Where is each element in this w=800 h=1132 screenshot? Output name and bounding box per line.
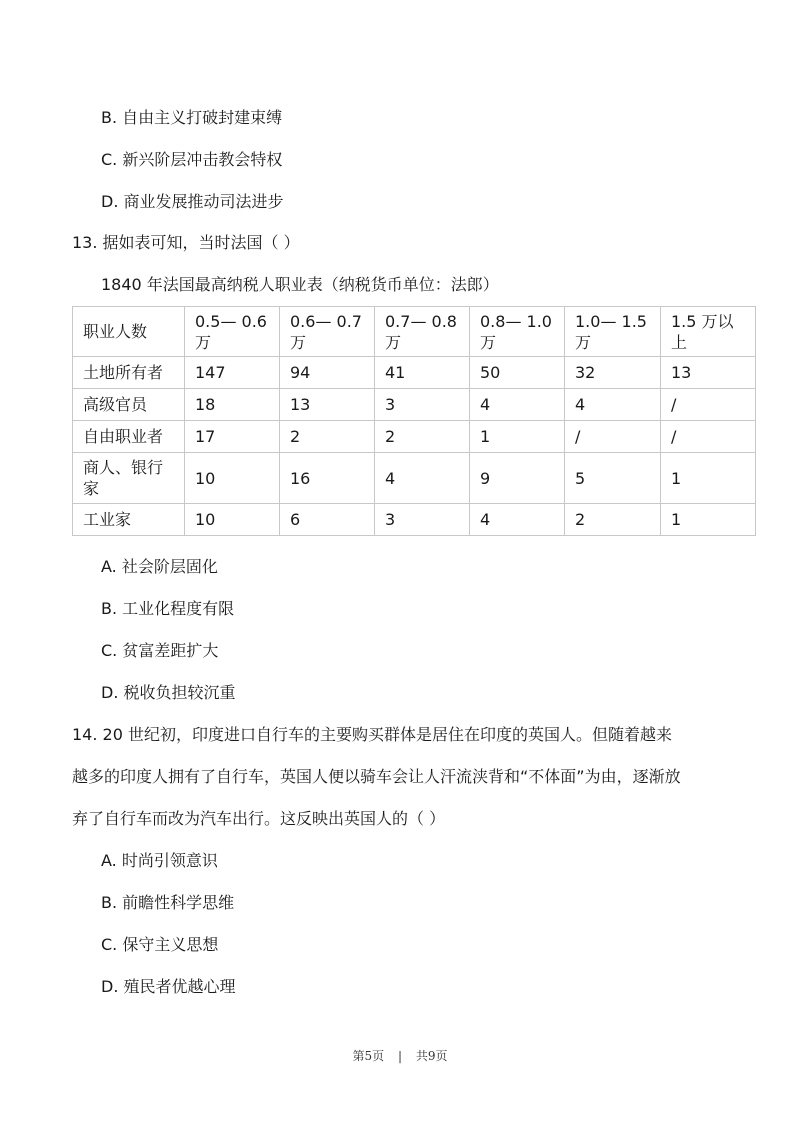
q13-option-a: A. 社会阶层固化 (101, 557, 218, 576)
table-cell: 商人、银行家 (73, 453, 185, 504)
table-header-cell: 0.5— 0.6 万 (185, 307, 280, 357)
table-row (73, 453, 756, 504)
taxpayer-occupation-table (72, 306, 756, 536)
q13-option-c: C. 贫富差距扩大 (101, 641, 219, 660)
table-header-cell: 0.6— 0.7 万 (280, 307, 375, 357)
q14-stem-line-1: 14. 20 世纪初，印度进口自行车的主要购买群体是居住在印度的英国人。但随着越来 (72, 725, 672, 744)
table-header-cell: 0.8— 1.0 万 (470, 307, 565, 357)
table-header-cell: 1.0— 1.5 万 (565, 307, 661, 357)
page-number: 第5页 (352, 1049, 385, 1063)
q12-option-c: C. 新兴阶层冲击教会特权 (101, 150, 283, 169)
table-cell: 工业家 (73, 504, 185, 536)
table-cell: 自由职业者 (73, 421, 185, 453)
table-cell: 147 (185, 357, 280, 389)
table-row (73, 357, 756, 389)
q13-stem: 13. 据如表可知，当时法国（ ） (72, 233, 300, 252)
table-header-row (73, 307, 756, 357)
table-row (73, 421, 756, 453)
table-cell: 13 (280, 389, 375, 421)
table-row (73, 504, 756, 536)
table-cell: 4 (470, 389, 565, 421)
table-cell: / (565, 421, 661, 453)
table-cell: 2 (375, 421, 470, 453)
q12-option-b: B. 自由主义打破封建束缚 (101, 108, 283, 127)
table-cell: 1 (470, 421, 565, 453)
table-cell: 3 (375, 504, 470, 536)
q13-table-caption: 1840 年法国最高纳税人职业表（纳税货币单位：法郎） (101, 275, 499, 294)
q13-option-d: D. 税收负担较沉重 (101, 683, 236, 702)
table-cell: 9 (470, 453, 565, 504)
q14-option-d: D. 殖民者优越心理 (101, 977, 236, 996)
footer-separator: | (397, 1049, 403, 1063)
table-cell: 16 (280, 453, 375, 504)
table-cell: / (661, 421, 756, 453)
table-cell: 10 (185, 504, 280, 536)
table-cell: 高级官员 (73, 389, 185, 421)
table-cell: 2 (280, 421, 375, 453)
table-cell: 41 (375, 357, 470, 389)
q13-option-b: B. 工业化程度有限 (101, 599, 235, 618)
q12-option-d: D. 商业发展推动司法进步 (101, 192, 284, 211)
table-header-cell: 职业人数 (73, 307, 185, 357)
q14-option-b: B. 前瞻性科学思维 (101, 893, 235, 912)
q14-stem-line-2: 越多的印度人拥有了自行车，英国人便以骑车会让人汗流浃背和“不体面”为由，逐渐放 (72, 767, 681, 786)
table-cell: 10 (185, 453, 280, 504)
table-cell: 1 (661, 504, 756, 536)
q14-stem-line-3: 弃了自行车而改为汽车出行。这反映出英国人的（ ） (72, 809, 446, 828)
page-footer (0, 1047, 800, 1064)
table-cell: 18 (185, 389, 280, 421)
table-cell: 13 (661, 357, 756, 389)
table-cell: 4 (375, 453, 470, 504)
table-cell: 1 (661, 453, 756, 504)
table-cell: 94 (280, 357, 375, 389)
table-cell: 6 (280, 504, 375, 536)
table-header-cell: 0.7— 0.8 万 (375, 307, 470, 357)
q14-option-c: C. 保守主义思想 (101, 935, 219, 954)
table-cell: 3 (375, 389, 470, 421)
table-cell: 4 (470, 504, 565, 536)
table-cell: / (661, 389, 756, 421)
table-cell: 32 (565, 357, 661, 389)
table-cell: 2 (565, 504, 661, 536)
table-row (73, 389, 756, 421)
table-cell: 土地所有者 (73, 357, 185, 389)
table-cell: 5 (565, 453, 661, 504)
table-cell: 17 (185, 421, 280, 453)
page-total: 共9页 (415, 1049, 448, 1063)
q14-option-a: A. 时尚引领意识 (101, 851, 218, 870)
table-cell: 4 (565, 389, 661, 421)
table-header-cell: 1.5 万以上 (661, 307, 756, 357)
table-cell: 50 (470, 357, 565, 389)
